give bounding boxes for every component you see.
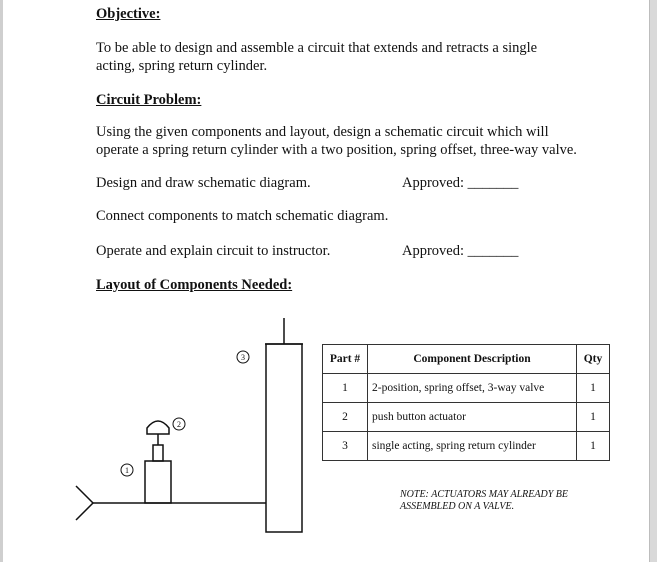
pressure-source-symbol bbox=[76, 486, 93, 520]
parts-table bbox=[322, 344, 610, 461]
task-design-label: Design and draw schematic diagram. bbox=[96, 175, 311, 191]
task-design-approval: Approved: _______ bbox=[402, 175, 519, 191]
description-cell: 2-position, spring offset, 3-way valve bbox=[368, 374, 577, 403]
parts-table-header bbox=[323, 345, 610, 374]
objective-heading: Objective: bbox=[96, 6, 161, 22]
header-component-description: Component Description bbox=[368, 345, 577, 374]
cylinder-body bbox=[266, 344, 302, 532]
part-number-cell: 3 bbox=[323, 432, 368, 461]
objective-line-2: acting, spring return cylinder. bbox=[96, 58, 268, 74]
qty-cell: 1 bbox=[577, 403, 610, 432]
problem-line-2: operate a spring return cylinder with a two position, spring offset, three-way valve. bbox=[96, 142, 577, 158]
actuator-note bbox=[400, 489, 568, 513]
description-cell: push button actuator bbox=[368, 403, 577, 432]
callout-1-label: 1 bbox=[125, 466, 129, 475]
table-row bbox=[323, 432, 610, 461]
callout-3-label: 3 bbox=[241, 353, 245, 362]
part-number-cell: 2 bbox=[323, 403, 368, 432]
objective-line-1: To be able to design and assemble a circuit that extends and retracts a single bbox=[96, 40, 538, 56]
note-line-1: NOTE: ACTUATORS MAY ALREADY BE bbox=[400, 489, 568, 500]
task-operate-label: Operate and explain circuit to instructor. bbox=[96, 243, 331, 259]
table-row bbox=[323, 403, 610, 432]
callout-2-label: 2 bbox=[177, 420, 181, 429]
qty-cell: 1 bbox=[577, 432, 610, 461]
circuit-problem-heading: Circuit Problem: bbox=[96, 92, 202, 108]
layout-heading: Layout of Components Needed: bbox=[96, 277, 293, 293]
problem-line-1: Using the given components and layout, design a schematic circuit which will bbox=[96, 124, 549, 140]
task-operate-approval: Approved: _______ bbox=[402, 243, 519, 259]
header-qty: Qty bbox=[577, 345, 610, 374]
note-line-2: ASSEMBLED ON A VALVE. bbox=[400, 501, 515, 512]
description-cell: single acting, spring return cylinder bbox=[368, 432, 577, 461]
push-button-icon bbox=[147, 421, 169, 434]
qty-cell: 1 bbox=[577, 374, 610, 403]
valve-body bbox=[145, 461, 171, 503]
valve-stem-housing bbox=[153, 445, 163, 461]
header-part-number: Part # bbox=[323, 345, 368, 374]
part-number-cell: 1 bbox=[323, 374, 368, 403]
table-row bbox=[323, 374, 610, 403]
task-connect-label: Connect components to match schematic diagram. bbox=[96, 208, 389, 224]
